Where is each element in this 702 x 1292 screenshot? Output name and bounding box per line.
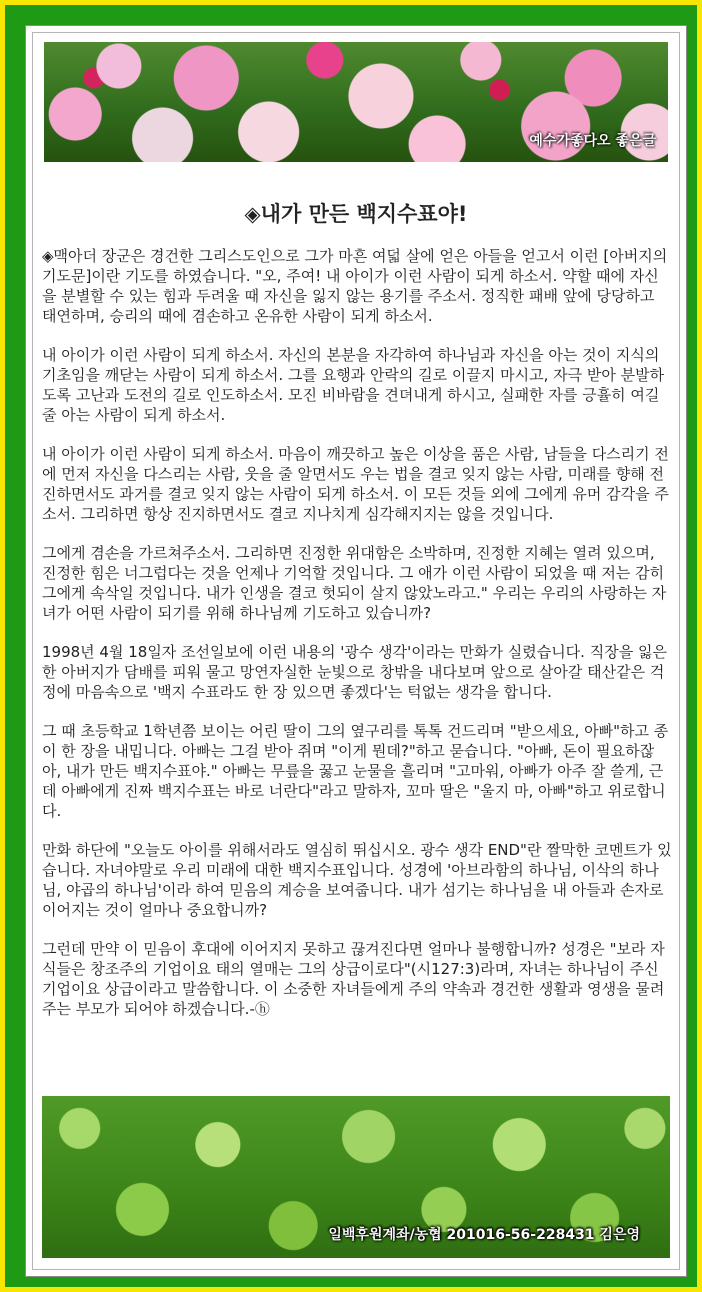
paragraph-6: 그 때 초등학교 1학년쯤 보이는 어린 딸이 그의 옆구리를 톡톡 건드리며 "받으세요, 아빠"하고 종이 한 장을 내밉니다. 아빠는 그걸 받아 쥐며 "이게 뭔데?"하고 묻습니다. "아빠, 돈이 필요하잖아, 내가 만든 백지수표야." 아빠는 무릎을 꿇고 눈물을 흘리며 "고마워, 아빠가 아주 잘 쓸게, 근데 아빠에게 진짜 백지수표는 바로 너란다"라고 말하자, 꼬마 딸은 "울지 마, 아빠"하고 위로합니다.: [42, 722, 669, 820]
donation-account-caption: 일백후원계좌/농협 201016-56-228431 김은영: [328, 1227, 640, 1243]
paragraph-1: ◈맥아더 장군은 경건한 그리스도인으로 그가 마흔 여덟 살에 얻은 아들을 얻고서 이런 [아버지의 기도문]이란 기도를 하였습니다. "오, 주여! 내 아이가 이런 사람이 되게 하소서. 약할 때에 자신을 분별할 수 있는 힘과 두려울 때 자신을 잃지 않는 용기를 주소서. 정직한 패배 앞에 당당하고 태연하며, 승리의 때에 겸손하고 온유한 사람이 되게 하소서.: [42, 247, 668, 325]
paragraph-5: 1998년 4월 18일자 조선일보에 이런 내용의 '광수 생각'이라는 만화가 실렸습니다. 직장을 잃은 한 아버지가 담배를 피워 물고 망연자실한 눈빛으로 창밖을 내다보며 앞으로 살아갈 태산같은 걱정에 마음속으로 '백지 수표라도 한 장 있으면 좋겠다'는 턱없는 생각을 합니다.: [42, 643, 667, 701]
paragraph-3: 내 아이가 이런 사람이 되게 하소서. 마음이 깨끗하고 높은 이상을 품은 사람, 남들을 다스리기 전에 먼저 자신을 다스리는 사람, 웃을 줄 알면서도 우는 법을 결코 잊지 않는 사람, 미래를 향해 전진하면서도 과거를 결코 잊지 않는 사람이 되게 하소서. 이 모든 것들 외에 그에게 유머 감각을 주소서. 그리하면 항상 진지하면서도 결코 지나치게 심각해지지는 않을 것입니다.: [42, 445, 669, 523]
paragraph-7: 만화 하단에 "오늘도 아이를 위해서라도 열심히 뛰십시오. 광수 생각 END"란 짤막한 코멘트가 있습니다. 자녀야말로 우리 미래에 대한 백지수표입니다. 성경에 '아브라함의 하나님, 이삭의 하나님, 야곱의 하나님'이라 하여 믿음의 계승을 보여줍니다. 내가 섬기는 하나님을 내 아들과 손자로 이어지는 것이 얼마나 중요합니까?: [42, 841, 672, 919]
green-frame: [5, 5, 697, 1287]
paragraph-2: 내 아이가 이런 사람이 되게 하소서. 자신의 본분을 자각하여 하나님과 자신을 아는 것이 지식의 기초임을 깨닫는 사람이 되게 하소서. 그를 요행과 안락의 길로 이끌지 마시고, 자극 받아 분발하도록 고난과 도전의 길로 인도하소서. 모진 비바람을 견뎌내게 하시고, 실패한 자를 긍휼히 여길 줄 아는 사람이 되게 하소서.: [42, 346, 665, 424]
flower-banner-image: [44, 42, 668, 162]
content-page: [25, 25, 687, 1277]
paragraph-8: 그런데 만약 이 믿음이 후대에 이어지지 못하고 끊겨진다면 얼마나 불행합니까? 성경은 "보라 자식들은 창조주의 기업이요 태의 열매는 그의 상급이로다"(시127:3)라며, 자녀는 하나님이 주신 기업이요 상급이라고 말씀합니다. 이 소중한 자녀들에게 주의 약속과 경건한 생활과 영생을 물려주는 부모가 되어야 하겠습니다.-ⓗ: [42, 940, 665, 1018]
paragraph-4: 그에게 겸손을 가르쳐주소서. 그리하면 진정한 위대함은 소박하며, 진정한 지혜는 열려 있으며, 진정한 힘은 너그럽다는 것을 언제나 기억할 것입니다. 그 애가 이런 사람이 되었을 때 저는 감히 그에게 속삭일 것입니다. 내가 인생을 결코 헛되이 살지 않았노라고." 우리는 우리의 사랑하는 자녀가 어떤 사람이 되기를 위해 하나님께 기도하고 있습니까?: [42, 544, 667, 622]
banner-caption: 예수가좋다오 좋은글: [529, 133, 656, 149]
page-title: ◈내가 만든 백지수표야!: [244, 202, 468, 226]
article-body: [42, 246, 672, 1038]
clover-banner-image: [42, 1096, 670, 1258]
